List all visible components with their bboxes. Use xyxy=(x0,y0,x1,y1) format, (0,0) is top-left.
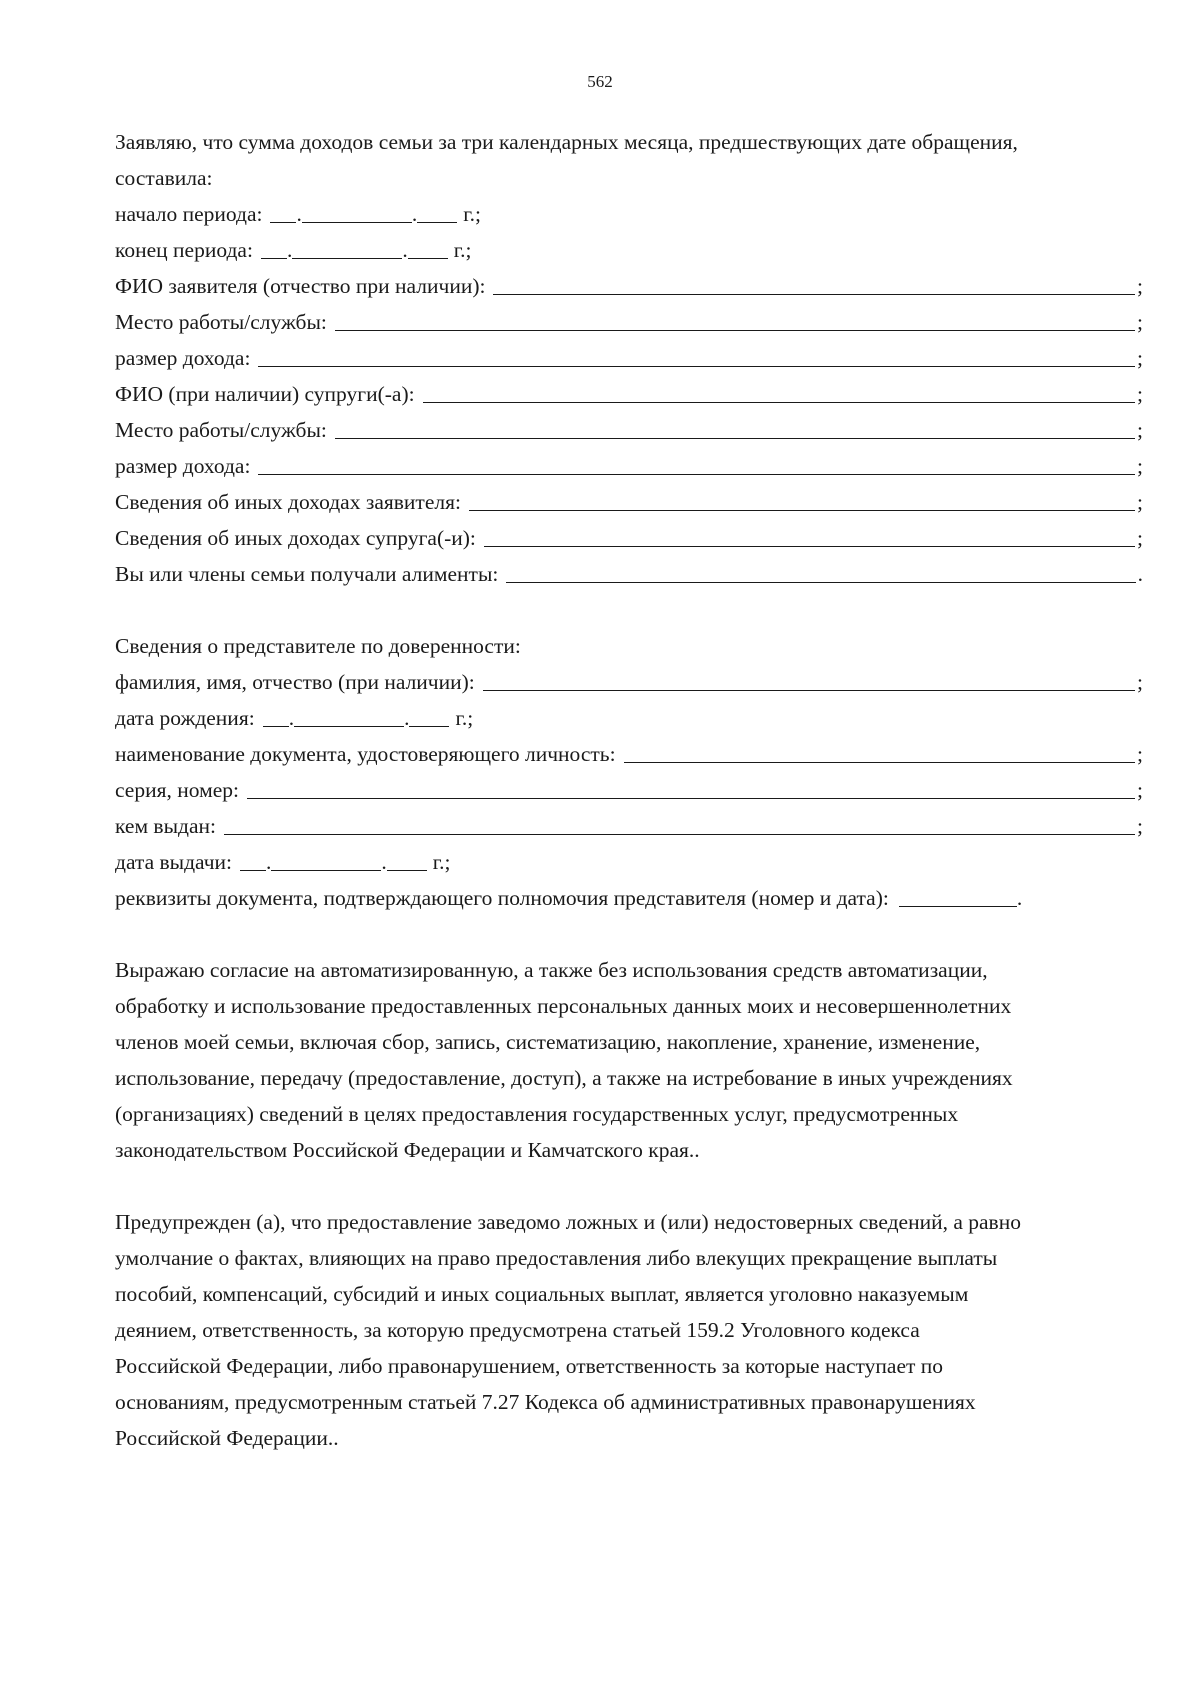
warning-line: умолчание о фактах, влияющих на право предоставления либо влекущих прекращение выплаты xyxy=(115,1246,998,1270)
applicant-income-row xyxy=(115,340,1143,376)
period-end-dot: . xyxy=(286,238,293,262)
applicant-income-label: размер дохода: xyxy=(115,346,251,370)
consent-line: обработку и использование предоставленных персональных данных моих и несовершеннолетних xyxy=(115,994,1012,1018)
rep-id-doc-field[interactable] xyxy=(624,738,1135,763)
period-end-dot: . xyxy=(402,238,408,262)
spouse-other-income-row xyxy=(115,520,1143,556)
alimony-label: Вы или члены семьи получали алименты: xyxy=(115,562,499,586)
rep-birth-day-field[interactable] xyxy=(263,702,289,727)
spouse-workplace-field[interactable] xyxy=(335,414,1135,439)
applicant-income-field[interactable] xyxy=(258,342,1135,367)
spouse-other-income-field[interactable] xyxy=(484,522,1135,547)
spacer xyxy=(115,1168,1143,1204)
rep-authority-row xyxy=(115,880,1143,916)
rep-birth-date-row xyxy=(115,700,1143,736)
consent-paragraph xyxy=(115,952,1143,1168)
field-terminator: ; xyxy=(1137,454,1143,478)
consent-line: (организациях) сведений в целях предоставления государственных услуг, предусмотренных xyxy=(115,1102,959,1126)
rep-birth-year-field[interactable] xyxy=(409,702,449,727)
income-intro-cont: составила: xyxy=(115,166,213,190)
period-end-year-field[interactable] xyxy=(408,234,448,259)
rep-issue-dot: . xyxy=(266,850,272,874)
field-terminator: ; xyxy=(1137,778,1143,802)
rep-issue-year-field[interactable] xyxy=(387,846,427,871)
rep-issued-by-label: кем выдан: xyxy=(115,814,216,838)
rep-issue-date-label: дата выдачи: xyxy=(115,850,233,874)
representative-heading: Сведения о представителе по доверенности: xyxy=(115,634,521,658)
field-terminator: . xyxy=(1016,886,1023,910)
rep-issue-day-field[interactable] xyxy=(240,846,266,871)
field-terminator: . xyxy=(1137,562,1143,586)
spouse-income-label: размер дохода: xyxy=(115,454,251,478)
consent-line: членов моей семьи, включая сбор, запись, систематизацию, накопление, хранение, изменение, xyxy=(115,1030,981,1054)
applicant-other-income-label: Сведения об иных доходах заявителя: xyxy=(115,490,461,514)
consent-line: использование, передачу (предоставление, доступ), а также на истребование в иных учреждениях xyxy=(115,1066,1013,1090)
period-end-month-field[interactable] xyxy=(292,234,402,259)
period-end-label: конец периода: xyxy=(115,238,253,262)
income-intro: Заявляю, что сумма доходов семьи за три календарных месяца, предшествующих дате обращения, xyxy=(115,130,1018,154)
field-terminator: ; xyxy=(1137,418,1143,442)
rep-issue-date-row xyxy=(115,844,1143,880)
rep-authority-field[interactable] xyxy=(899,882,1017,907)
page-number: 562 xyxy=(587,72,613,91)
warning-line: деянием, ответственность, за которую предусмотрена статьей 159.2 Уголовного кодекса xyxy=(115,1318,920,1342)
field-terminator: ; xyxy=(1137,526,1143,550)
field-terminator: ; xyxy=(1137,382,1143,406)
rep-issued-by-row xyxy=(115,808,1143,844)
period-end-suffix: г.; xyxy=(453,238,472,262)
rep-issue-suffix: г.; xyxy=(432,850,451,874)
field-terminator: ; xyxy=(1137,490,1143,514)
warning-line: Российской Федерации.. xyxy=(115,1426,339,1450)
spouse-income-field[interactable] xyxy=(258,450,1135,475)
spouse-workplace-label: Место работы/службы: xyxy=(115,418,327,442)
rep-birth-suffix: г.; xyxy=(455,706,474,730)
consent-line: Выражаю согласие на автоматизированную, а также без использования средств автоматизации, xyxy=(115,958,988,982)
warning-line: основаниям, предусмотренным статьей 7.27 Кодекса об административных правонарушениях xyxy=(115,1390,976,1414)
rep-id-doc-label: наименование документа, удостоверяющего личность: xyxy=(115,742,616,766)
rep-series-field[interactable] xyxy=(247,774,1135,799)
applicant-workplace-label: Место работы/службы: xyxy=(115,310,327,334)
spouse-name-row xyxy=(115,376,1143,412)
field-terminator: ; xyxy=(1137,742,1143,766)
rep-birth-date-label: дата рождения: xyxy=(115,706,255,730)
rep-series-label: серия, номер: xyxy=(115,778,239,802)
rep-name-row xyxy=(115,664,1143,700)
alimony-field[interactable] xyxy=(506,558,1135,583)
consent-line: законодательством Российской Федерации и Камчатского края.. xyxy=(115,1138,700,1162)
rep-id-doc-row xyxy=(115,736,1143,772)
rep-issue-dot: . xyxy=(381,850,387,874)
rep-issue-month-field[interactable] xyxy=(271,846,381,871)
spouse-workplace-row xyxy=(115,412,1143,448)
form-body xyxy=(115,124,1143,1456)
spouse-name-field[interactable] xyxy=(423,378,1135,403)
applicant-name-row xyxy=(115,268,1143,304)
field-terminator: ; xyxy=(1137,274,1143,298)
applicant-name-field[interactable] xyxy=(493,270,1135,295)
field-terminator: ; xyxy=(1137,310,1143,334)
spouse-name-label: ФИО (при наличии) супруги(-а): xyxy=(115,382,415,406)
period-start-dot: . xyxy=(296,202,302,226)
rep-authority-label: реквизиты документа, подтверждающего полномочия представителя (номер и дата): xyxy=(115,886,889,910)
applicant-workplace-row xyxy=(115,304,1143,340)
warning-line: пособий, компенсаций, субсидий и иных социальных выплат, является уголовно наказуемым xyxy=(115,1282,969,1306)
rep-birth-dot: . xyxy=(404,706,410,730)
applicant-name-label: ФИО заявителя (отчество при наличии): xyxy=(115,274,486,298)
period-end-row xyxy=(115,232,1143,268)
period-start-suffix: г.; xyxy=(463,202,481,226)
spacer xyxy=(115,916,1143,952)
rep-series-row xyxy=(115,772,1143,808)
spouse-income-row xyxy=(115,448,1143,484)
warning-line: Предупрежден (а), что предоставление заведомо ложных и (или) недостоверных сведений, а равно xyxy=(115,1210,1021,1234)
rep-name-label: фамилия, имя, отчество (при наличии): xyxy=(115,670,475,694)
rep-birth-dot: . xyxy=(288,706,295,730)
applicant-other-income-field[interactable] xyxy=(469,486,1135,511)
spacer xyxy=(115,592,1143,628)
field-terminator: ; xyxy=(1137,814,1143,838)
rep-issued-by-field[interactable] xyxy=(224,810,1135,835)
applicant-workplace-field[interactable] xyxy=(335,306,1135,331)
period-start-day-field[interactable] xyxy=(270,198,296,223)
period-end-day-field[interactable] xyxy=(261,234,287,259)
period-start-month-field[interactable] xyxy=(302,198,412,223)
warning-paragraph xyxy=(115,1204,1143,1456)
field-terminator: ; xyxy=(1137,670,1143,694)
period-start-row xyxy=(115,196,1143,232)
field-terminator: ; xyxy=(1137,346,1143,370)
period-start-label: начало периода: xyxy=(115,202,263,226)
rep-name-field[interactable] xyxy=(483,666,1135,691)
applicant-other-income-row xyxy=(115,484,1143,520)
alimony-row xyxy=(115,556,1143,592)
spouse-other-income-label: Сведения об иных доходах супруга(-и): xyxy=(115,526,476,550)
period-start-year-field[interactable] xyxy=(417,198,457,223)
period-start-dot: . xyxy=(411,202,418,226)
rep-birth-month-field[interactable] xyxy=(294,702,404,727)
warning-line: Российской Федерации, либо правонарушением, ответственность за которые наступает по xyxy=(115,1354,944,1378)
